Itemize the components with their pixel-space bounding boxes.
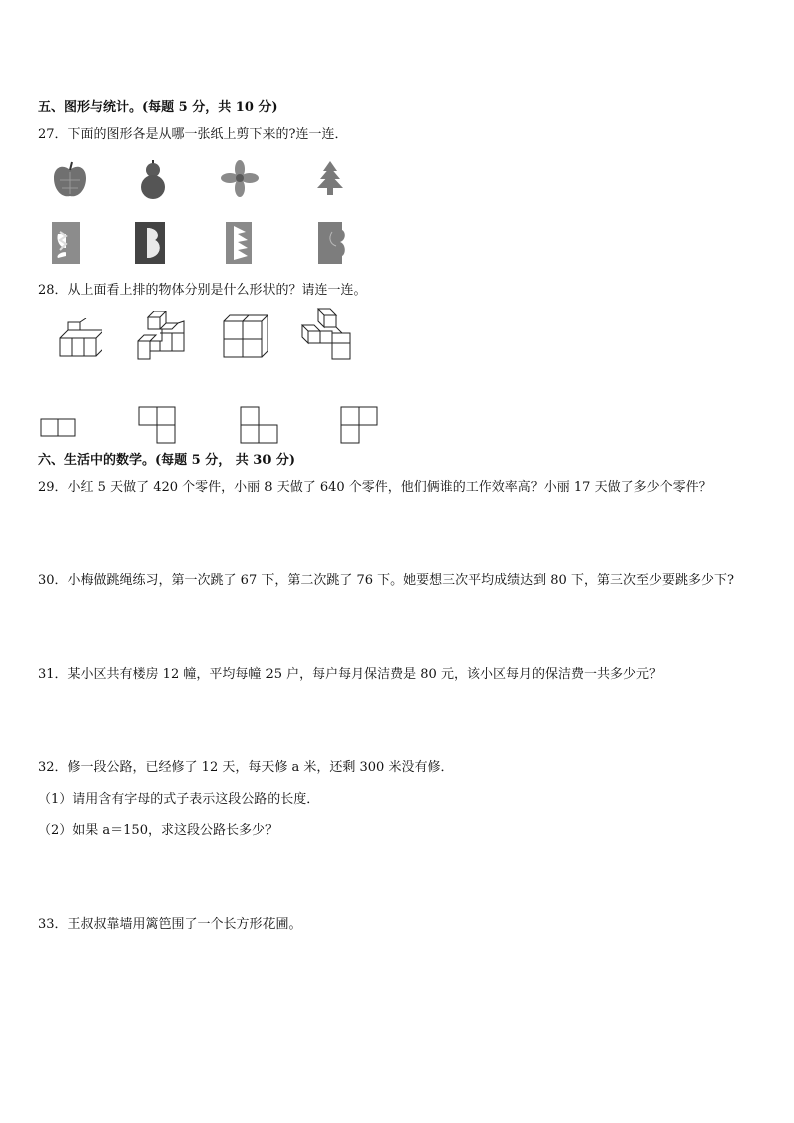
cube-stack-2-icon <box>136 311 186 363</box>
top-view-1-icon <box>40 418 76 438</box>
gourd-icon <box>135 158 171 200</box>
apple-icon <box>50 160 90 200</box>
section-5-heading: 五、图形与统计。(每题 5 分，共 10 分) <box>38 100 278 115</box>
question-27: 27．下面的图形各是从哪一张纸上剪下来的?连一连． <box>38 127 348 142</box>
question-32-part-2: （2）如果 a＝150，求这段公路长多少？ <box>38 823 278 838</box>
tree-icon <box>315 160 345 196</box>
top-view-4-icon <box>340 406 378 446</box>
question-33: 33．王叔叔靠墙用篱笆围了一个长方形花圃。 <box>38 917 302 932</box>
question-32: 32．修一段公路，已经修了 12 天，每天修 a 米，还剩 300 米没有修． <box>38 760 454 775</box>
paper-flower-cutout-icon <box>318 222 346 264</box>
paper-tree-cutout-icon <box>226 222 252 264</box>
question-28: 28．从上面看上排的物体分别是什么形状的？请连一连。 <box>38 283 367 298</box>
top-view-3-icon <box>240 406 278 446</box>
cube-stack-4-icon <box>300 307 354 361</box>
flower-icon <box>220 160 260 198</box>
top-view-2-icon <box>138 406 176 446</box>
question-32-part-1: （1）请用含有字母的式子表示这段公路的长度． <box>38 792 320 807</box>
paper-gourd-cutout-icon <box>135 222 165 264</box>
paper-apple-cutout-icon <box>52 222 80 264</box>
cube-stack-3-icon <box>222 311 268 359</box>
question-31: 31．某小区共有楼房 12 幢，平均每幢 25 户，每户每月保洁费是 80 元，该小区每月的保洁费一共多少元？ <box>38 667 662 682</box>
question-29: 29．小红 5 天做了 420 个零件，小丽 8 天做了 640 个零件，他们俩谁的工作效率高？小丽 17 天做了多少个零件？ <box>38 480 712 495</box>
cube-stack-1-icon <box>56 318 102 360</box>
section-6-heading: 六、生活中的数学。(每题 5 分， 共 30 分) <box>38 453 296 468</box>
question-30: 30．小梅做跳绳练习，第一次跳了 67 下，第二次跳了 76 下。她要想三次平均成绩达到 80 下，第三次至少要跳多少下? <box>38 573 734 588</box>
